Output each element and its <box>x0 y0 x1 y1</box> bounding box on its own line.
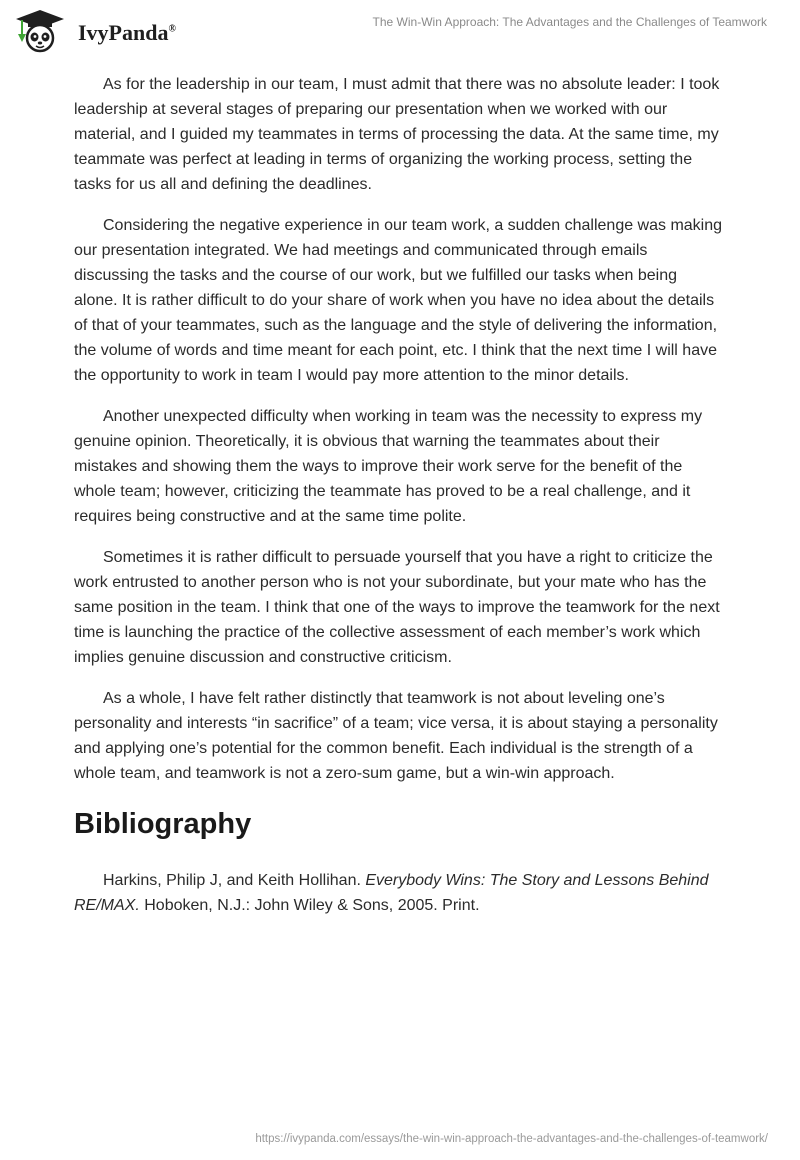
bibliography-heading: Bibliography <box>74 808 252 840</box>
bibliography-entry <box>74 868 724 918</box>
page-header <box>0 0 800 60</box>
body-paragraph: Another unexpected difficulty when working in team was the necessity to express my genuine opinion. Theoretically, it is obvious that warning the teammates about their mistakes and showing them the ways to improve their work serve for the benefit of the whole team; however, criticizing the teammate has proved to be a real challenge, and it requires being constructive and at the same time polite. <box>74 408 703 525</box>
document-title: The Win-Win Approach: The Advantages and the Challenges of Teamwork <box>372 15 767 29</box>
brand-text: IvyPanda <box>78 20 169 45</box>
citation-publication: Hoboken, N.J.: John Wiley & Sons, 2005. Print. <box>144 897 480 914</box>
body-paragraph: As for the leadership in our team, I must admit that there was no absolute leader: I took leadership at several stages of preparing our presentation when we worked with our material, and I guided my teammates in terms of processing the data. At the same time, my teammate was perfect at leading in terms of organizing the working process, setting the tasks for us all and defining the deadlines. <box>74 76 720 193</box>
body-paragraph: Sometimes it is rather difficult to persuade yourself that you have a right to criticize the work entrusted to another person who is not your subordinate, but your mate who has the same position in the team. I think that one of the ways to improve the teamwork for the next time is launching the practice of the collective assessment of each member’s work which implies genuine discussion and constructive criticism. <box>74 549 720 666</box>
source-url[interactable]: https://ivypanda.com/essays/the-win-win-approach-the-advantages-and-the-challenges-of-teamwork/ <box>255 1133 768 1145</box>
citation-authors: Harkins, Philip J, and Keith Hollihan. <box>103 872 361 889</box>
registered-mark: ® <box>168 23 176 35</box>
panda-graduate-logo-icon <box>14 8 66 54</box>
ivypanda-logo[interactable] <box>14 8 194 56</box>
brand-name <box>78 20 176 46</box>
citation-title: Everybody Wins: The Story and Lessons Behind RE/MAX. <box>74 872 709 914</box>
body-paragraph: As a whole, I have felt rather distinctly that teamwork is not about leveling one’s personality and interests “in sacrifice” of a team; vice versa, it is about staying a personality and applying one’s potential for the common benefit. Each individual is the strength of a whole team, and teamwork is not a zero-sum game, but a win-win approach. <box>74 690 718 782</box>
essay-content <box>74 72 724 934</box>
body-paragraph: Considering the negative experience in our team work, a sudden challenge was making our presentation integrated. We had meetings and communicated through emails discussing the tasks and the course of our work, but we fulfilled our tasks when being alone. It is rather difficult to do your share of work when you have no idea about the details of that of your teammates, such as the language and the style of delivering the information, the volume of words and time meant for each point, etc. I think that the next time I will have the opportunity to work in team I would pay more attention to the minor details. <box>74 217 723 384</box>
